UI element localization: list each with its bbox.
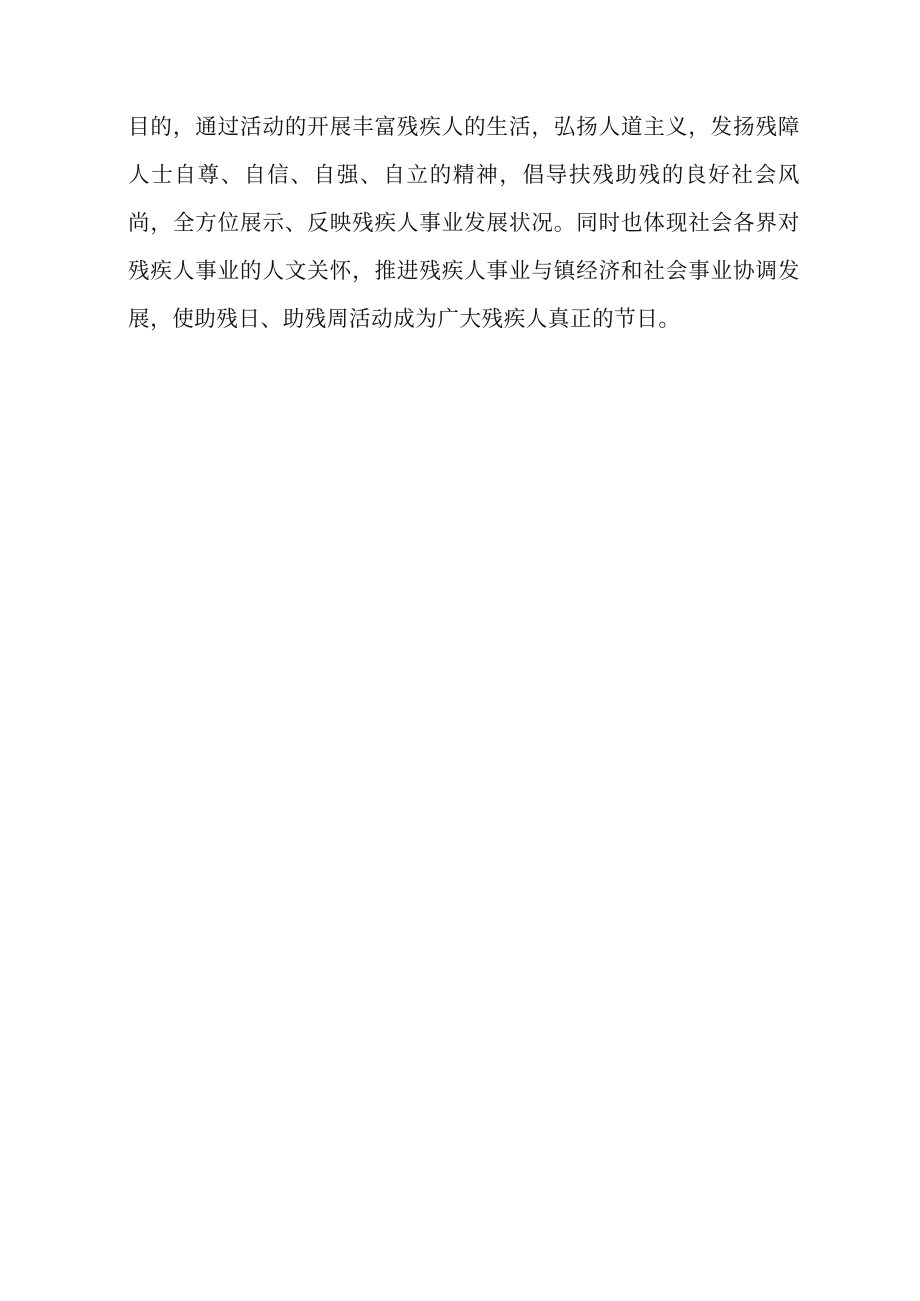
document-body — [128, 104, 800, 344]
paragraph: 目的，通过活动的开展丰富残疾人的生活，弘扬人道主义，发扬残障人士自尊、自信、自强、自立的精神，倡导扶残助残的良好社会风尚，全方位展示、反映残疾人事业发展状况。同时也体现社会各界对残疾人事业的人文关怀，推进残疾人事业与镇经济和社会事业协调发展，使助残日、助残周活动成为广大残疾人真正的节日。 — [128, 115, 800, 332]
